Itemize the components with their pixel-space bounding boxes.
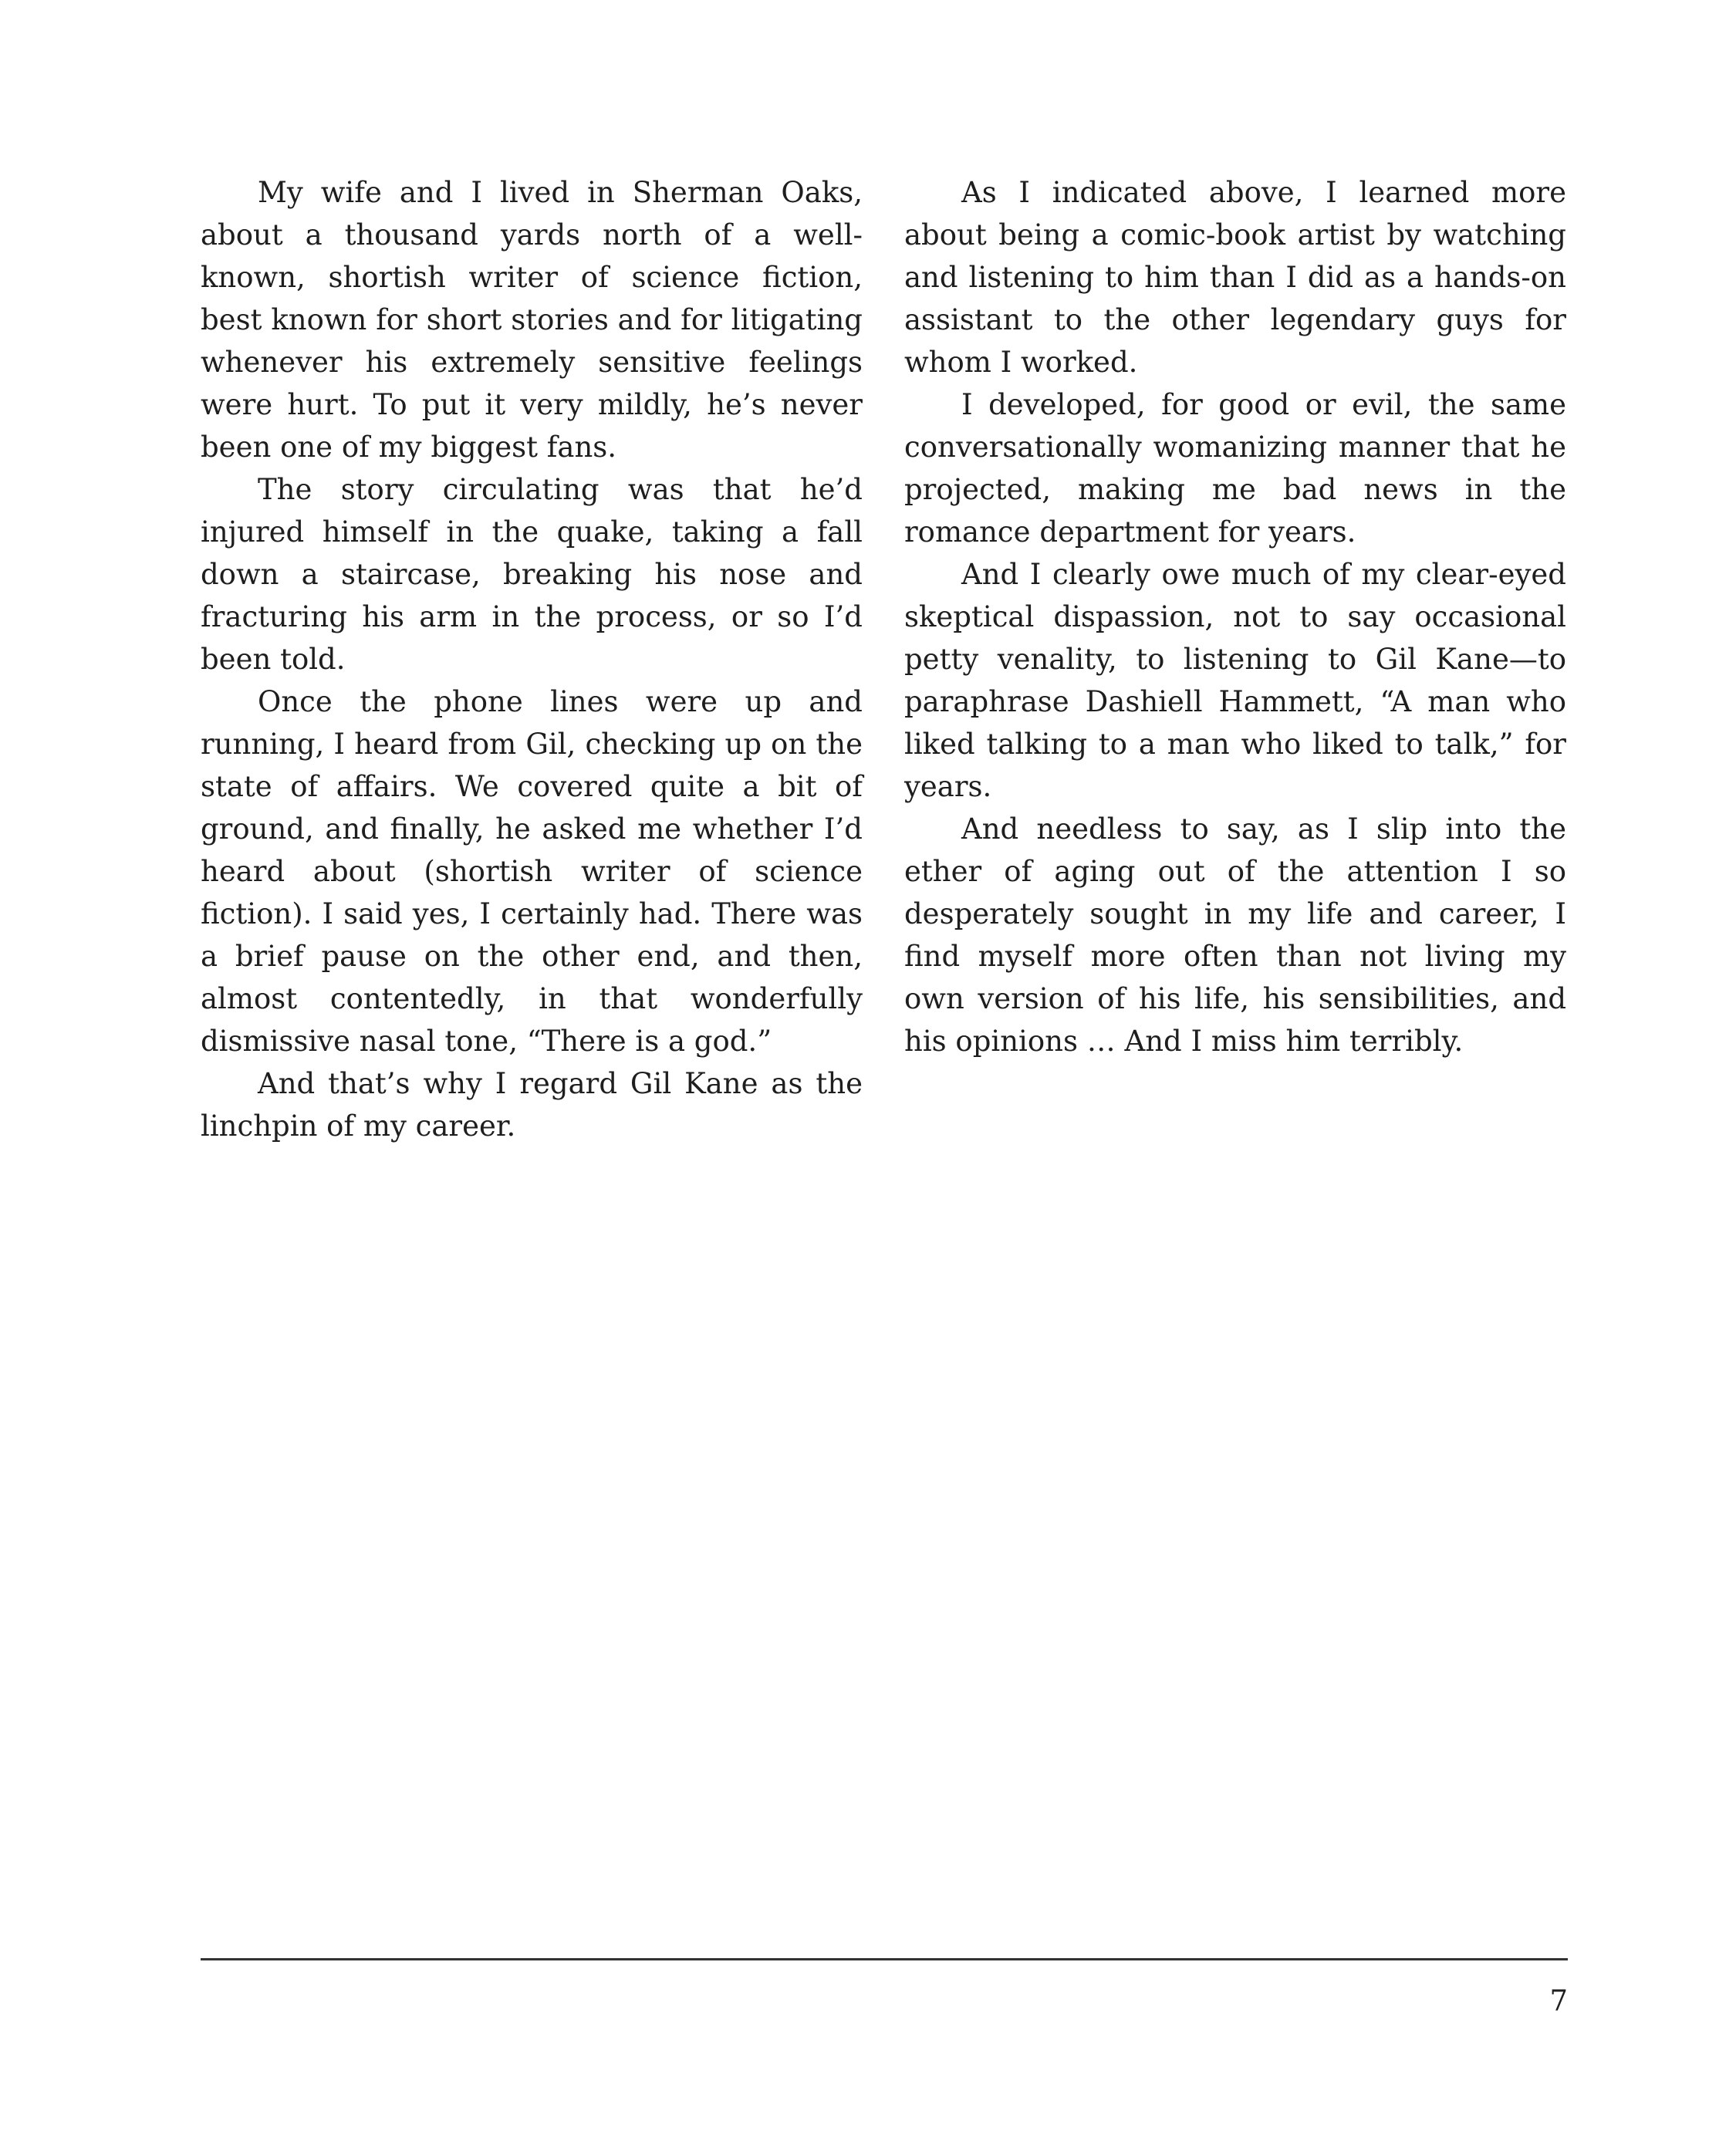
paragraph: My wife and I lived in Sherman Oaks, about a thousand yards north of a well-known, shortish writer of science fiction, best known for short stories and for litigating whenever his extremely sensitive feelings were hurt. To put it very mildly, he’s never been one of my biggest fans. [201, 176, 863, 464]
paragraph: And needless to say, as I slip into the ether of aging out of the attention I so desperately sought in my life and career, I find myself more often than not living my own version of his life, his sensibilities, and his opinions … And I miss him terribly. [904, 812, 1566, 1058]
paragraph: As I indicated above, I learned more about being a comic-book artist by watching and listening to him than I did as a hands-on assistant to the other legendary guys for whom I worked. [904, 176, 1566, 379]
paragraph: I developed, for good or evil, the same conversationally womanizing manner that he projected, making me bad news in the romance department for years. [904, 388, 1566, 549]
paragraph: And I clearly owe much of my clear-eyed skeptical dispassion, not to say occasional petty venality, to listening to Gil Kane—to paraphrase Dashiell Hammett, “A man who liked talking to a man who liked to talk,” for years. [904, 558, 1566, 803]
footer-divider [201, 1958, 1568, 1960]
paragraph: And that’s why I regard Gil Kane as the linchpin of my career. [201, 1067, 863, 1143]
paragraph: Once the phone lines were up and running, I heard from Gil, checking up on the state of affairs. We covered quite a bit of ground, and finally, he asked me whether I’d heard about (shortish writer of science fiction). I said yes, I certainly had. There was a brief pause on the other end, and then, almost contentedly, in that wonderfully dismissive nasal tone, “There is a god.” [201, 685, 863, 1058]
left-text-column [201, 171, 863, 1147]
right-text-column [904, 171, 1566, 1062]
page-number: 7 [1549, 1984, 1568, 2018]
paragraph: The story circulating was that he’d injured himself in the quake, taking a fall down a staircase, breaking his nose and fracturing his arm in the process, or so I’d been told. [201, 473, 863, 676]
